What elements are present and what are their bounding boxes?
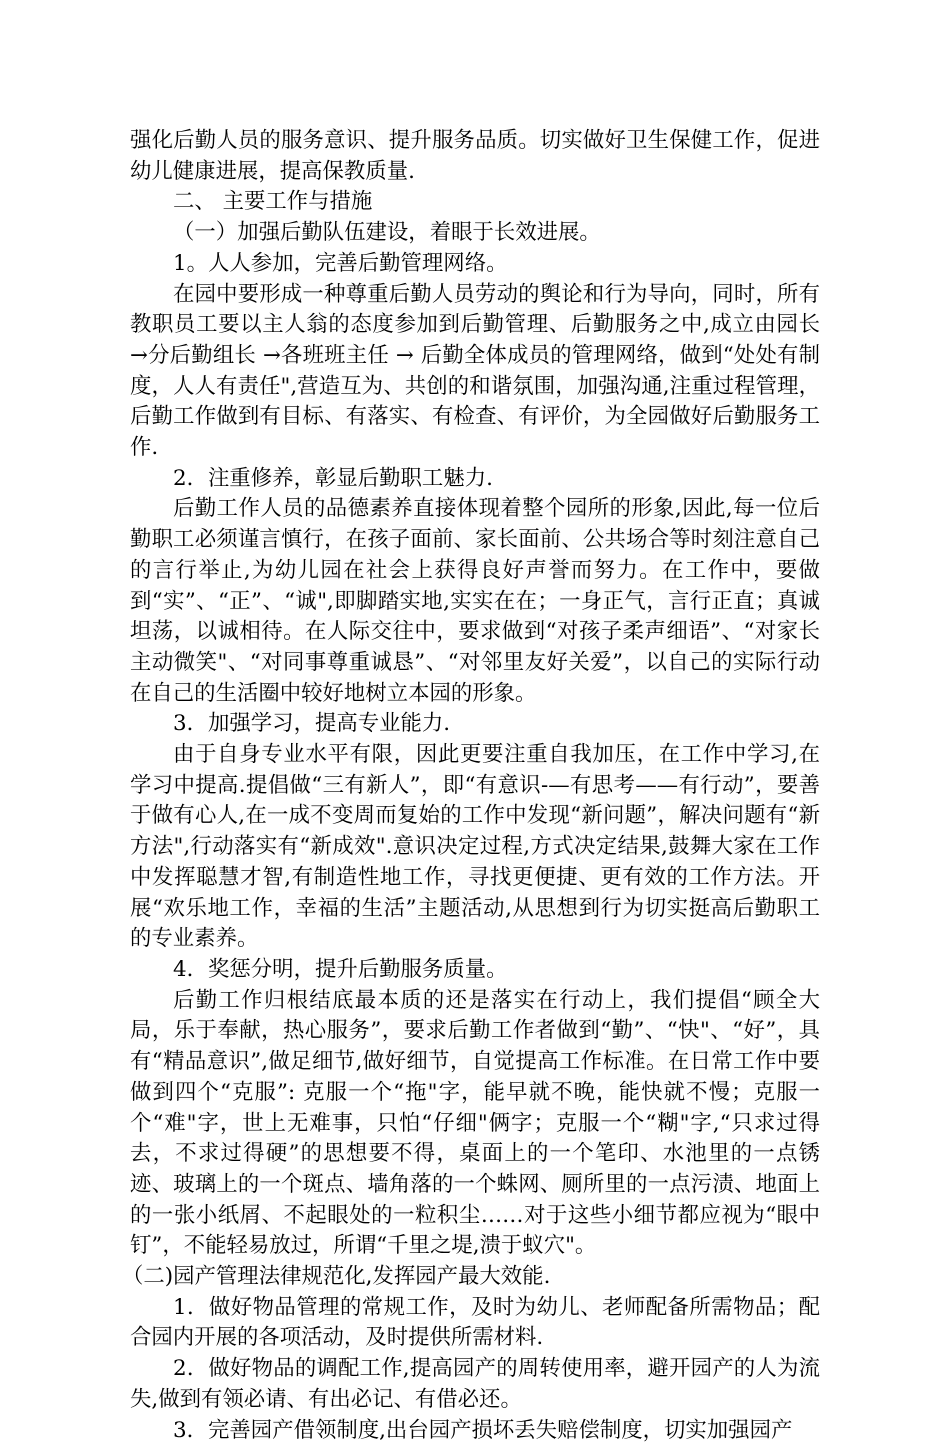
section-heading-main-work: 二、 主要工作与措施: [173, 189, 373, 215]
paragraph-management-network: 在园中要形成一种尊重后勤人员劳动的舆论和行为导向，同时，所有教职员工要以主人翁的态度参加到后勤管理、后勤服务之中,成立由园长 →分后勤组长 →各班班主任 → 后勤全体成员的管理网络，做到“处处有制度，人人有责任",营造互为、共创的和谐氛围，加强沟通,注重过程管理，后勤工作做到有目标、有落实、有检查、有评价，为全园做好后勤服务工作.: [130, 281, 820, 461]
paragraph-rewards: 后勤工作归根结底最本质的还是落实在行动上，我们提倡“顾全大局，乐于奉献，热心服务”，要求后勤工作者做到“勤”、“快"、“好”，具有“精品意识”,做足细节,做好细节，自觉提高工作标准。在日常工作中要做到四个“克服”: 克服一个“拖"字，能早就不晚，能快就不慢；克服一个“难"字，世上无难事，只怕“仔细"俩字；克服一个“糊"字,“只求过得去，不求过得硬”的思想要不得，桌面上的一个笔印、水池里的一点锈迹、玻璃上的一个斑点、墙角落的一个蛛网、厕所里的一点污渍、地面上的一张小纸屑、不起眼处的一粒积尘……对于这些小细节都应视为“眼中钉”，不能轻易放过，所谓“千里之堤,溃于蚁穴"。: [130, 987, 820, 1259]
paragraph-staff-conduct: 后勤工作人员的品德素养直接体现着整个园所的形象,因此,每一位后勤职工必须谨言慎行，在孩子面前、家长面前、公共场合等时刻注意自己的言行举止,为幼儿园在社会上获得良好声誉而努力。在工作中，要做到“实”、“正”、“诚",即脚踏实地,实实在在；一身正气，言行正直；真诚坦荡，以诚相待。在人际交往中，要求做到“对孩子柔声细语”、“对家长主动微笑"、“对同事尊重诚恳”、“对邻里友好关爱”，以自己的实际行动在自己的生活圈中较好地树立本园的形象。: [130, 496, 820, 706]
item-heading-1: 1。人人参加，完善后勤管理网络。: [173, 250, 508, 276]
paragraph-assets-item-2: 2．做好物品的调配工作,提高园产的周转使用率，避开园产的人为流失,做到有领必请、有出必记、有借必还。: [130, 1356, 820, 1412]
paragraph-learning: 由于自身专业水平有限，因此更要注重自我加压，在工作中学习,在学习中提高.提倡做“三有新人”，即“有意识-—有思考——有行动”，要善于做有心人,在一成不变周而复始的工作中发现“新问题”，解决问题有“新方法",行动落实有“新成效".意识决定过程,方式决定结果,鼓舞大家在工作中发挥聪慧才智,有制造性地工作，寻找更便捷、更有效的工作方法。开展“欢乐地工作，幸福的生活”主题活动,从思想到行为切实挺高后勤职工的专业素养。: [130, 742, 820, 952]
paragraph-assets-item-3: 3．完善园产借领制度,出台园产损坏丢失赔偿制度，切实加强园产: [173, 1417, 793, 1443]
subsection-heading-team-building: （一）加强后勤队伍建设，着眼于长效进展。: [173, 220, 601, 246]
subsection-heading-assets: （二)园产管理法律规范化,发挥园产最大效能.: [122, 1264, 551, 1290]
paragraph-intro: 强化后勤人员的服务意识、提升服务品质。切实做好卫生保健工作，促进幼儿健康进展，提高保教质量.: [130, 128, 820, 184]
item-heading-2: 2．注重修养，彰显后勤职工魅力.: [173, 465, 493, 491]
item-heading-4: 4．奖惩分明，提升后勤服务质量。: [173, 956, 508, 982]
item-heading-3: 3．加强学习，提高专业能力.: [173, 711, 451, 737]
paragraph-assets-item-1: 1．做好物品管理的常规工作，及时为幼儿、老师配备所需物品；配合园内开展的各项活动，及时提供所需材料.: [130, 1294, 820, 1351]
document-body: [122, 126, 820, 1446]
